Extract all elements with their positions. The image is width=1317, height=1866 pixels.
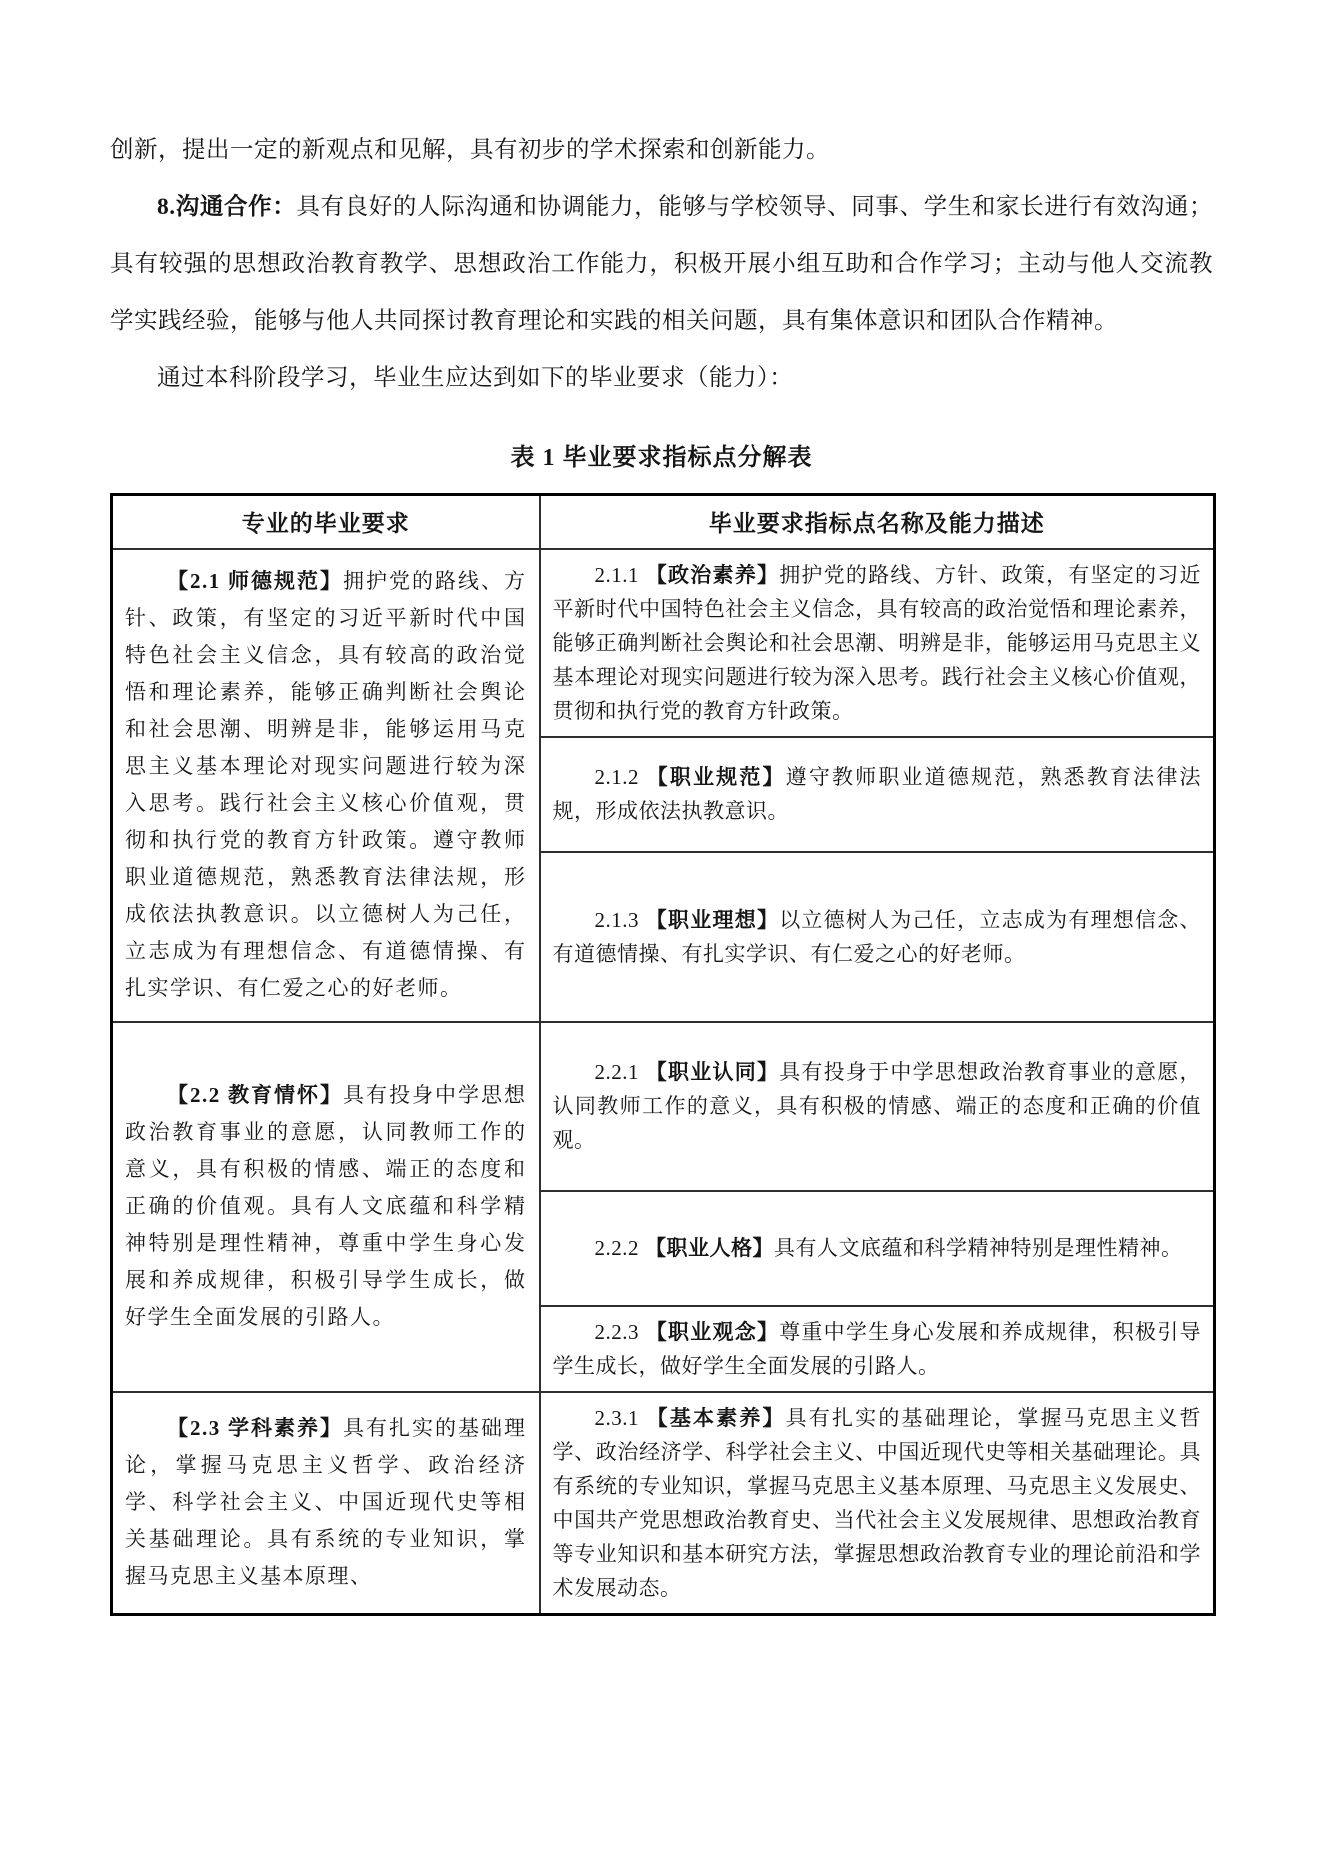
paragraph-communication xyxy=(110,179,1213,350)
table-caption: 表 1 毕业要求指标点分解表 xyxy=(510,445,813,471)
indicator-number: 2.2.2 xyxy=(594,1236,639,1260)
paragraph-intro xyxy=(110,350,1213,407)
requirement-cell-2-2 xyxy=(112,1022,540,1392)
indicator-cell-2-3-1 xyxy=(540,1392,1215,1615)
indicator-label: 【职业理想】 xyxy=(645,907,780,932)
paragraph-creativity-continuation xyxy=(110,122,1213,179)
header-cell-indicator: 毕业要求指标点名称及能力描述 xyxy=(540,495,1215,549)
indicator-paragraph xyxy=(553,1055,1202,1157)
indicator-number: 2.3.1 xyxy=(594,1405,639,1430)
indicator-cell-2-2-2 xyxy=(540,1191,1215,1306)
requirement-cell-2-1 xyxy=(112,549,540,1022)
paragraph-text: 具有良好的人际沟通和协调能力，能够与学校领导、同事、学生和家长进行有效沟通；具有较强的思想政治教育教学、思想政治工作能力，积极开展小组互助和合作学习；主动与他人交流教学实践经验，能够与他人共同探讨教育理论和实践的相关问题，具有集体意识和团队合作精神。 xyxy=(110,194,1213,334)
requirement-text: 具有投身中学思想政治教育事业的意愿，认同教师工作的意义，具有积极的情感、端正的态度和正确的价值观。具有人文底蕴和科学精神特别是理性精神，尊重中学生身心发展和养成规律，积极引导学生成长，做好学生全面发展的引路人。 xyxy=(125,1083,527,1329)
indicator-cell-2-2-1 xyxy=(540,1022,1215,1191)
table-row xyxy=(112,549,1215,737)
indicator-text: 具有扎实的基础理论，掌握马克思主义哲学、政治经济学、科学社会主义、中国近现代史等相关基础理论。具有系统的专业知识，掌握马克思主义基本原理、马克思主义发展史、中国共产党思想政治教育史、当代社会主义发展规律、思想政治教育等专业知识和基本研究方法，掌握思想政治教育专业的理论前沿和学术发展动态。 xyxy=(552,1405,1202,1600)
indicator-paragraph xyxy=(553,558,1202,728)
indicator-number: 2.1.1 xyxy=(594,562,639,587)
requirement-cell-2-3 xyxy=(112,1392,540,1615)
indicator-text: 尊重中学生身心发展和养成规律，积极引导学生成长，做好学生全面发展的引路人。 xyxy=(552,1319,1202,1378)
indicator-number: 2.2.1 xyxy=(594,1060,639,1084)
graduation-requirements-table xyxy=(110,493,1216,1616)
paragraph-text: 创新，提出一定的新观点和见解，具有初步的学术探索和创新能力。 xyxy=(110,137,830,163)
requirement-label: 【2.1 师德规范】 xyxy=(167,569,343,593)
indicator-number: 2.2.3 xyxy=(594,1319,639,1344)
indicator-paragraph xyxy=(553,903,1202,971)
indicator-label: 【职业认同】 xyxy=(645,1060,780,1084)
requirement-label: 【2.3 学科素养】 xyxy=(167,1416,343,1440)
header-cell-requirement: 专业的毕业要求 xyxy=(112,495,540,549)
indicator-text: 以立德树人为己任，立志成为有理想信念、有道德情操、有扎实学识、有仁爱之心的好老师。 xyxy=(552,907,1202,966)
indicator-paragraph xyxy=(553,760,1202,828)
requirement-paragraph xyxy=(125,1077,527,1336)
indicator-text: 具有投身于中学思想政治教育事业的意愿，认同教师工作的意义，具有积极的情感、端正的态度和正确的价值观。 xyxy=(552,1060,1202,1152)
table-row xyxy=(112,1022,1215,1191)
indicator-text: 具有人文底蕴和科学精神特别是理性精神。 xyxy=(774,1236,1183,1260)
indicator-label: 【职业观念】 xyxy=(645,1319,780,1344)
indicator-text: 拥护党的路线、方针、政策，有坚定的习近平新时代中国特色社会主义信念，具有较高的政治觉悟和理论素养，能够正确判断社会舆论和社会思潮、明辨是非，能够运用马克思主义基本理论对现实问题进行较为深入思考。践行社会主义核心价值观，贯彻和执行党的教育方针政策。 xyxy=(552,562,1202,723)
requirement-paragraph xyxy=(125,563,527,1007)
table-row xyxy=(112,1392,1215,1615)
indicator-cell-2-1-2 xyxy=(540,737,1215,852)
indicator-label: 【职业人格】 xyxy=(645,1236,774,1260)
paragraph-text: 通过本科阶段学习，毕业生应达到如下的毕业要求（能力）： xyxy=(157,365,794,391)
requirement-label: 【2.2 教育情怀】 xyxy=(167,1083,343,1107)
indicator-paragraph xyxy=(553,1231,1202,1265)
indicator-number: 2.1.2 xyxy=(594,765,639,789)
paragraph-lead-communication: 8.沟通合作： xyxy=(157,194,297,220)
indicator-label: 【政治素养】 xyxy=(645,562,780,587)
indicator-label: 【职业规范】 xyxy=(645,765,786,789)
requirement-text: 拥护党的路线、方针、政策，有坚定的习近平新时代中国特色社会主义信念，具有较高的政治觉悟和理论素养，能够正确判断社会舆论和社会思潮、明辨是非，能够运用马克思主义基本理论对现实问题进行较为深入思考。践行社会主义核心价值观，贯彻和执行党的教育方针政策。遵守教师职业道德规范，熟悉教育法律法规，形成依法执教意识。以立德树人为己任，立志成为有理想信念、有道德情操、有扎实学识、有仁爱之心的好老师。 xyxy=(125,569,527,1000)
indicator-cell-2-2-3 xyxy=(540,1306,1215,1392)
indicator-text: 遵守教师职业道德规范，熟悉教育法律法规，形成依法执教意识。 xyxy=(552,765,1202,823)
indicator-cell-2-1-1 xyxy=(540,549,1215,737)
requirement-paragraph xyxy=(125,1410,527,1595)
indicator-paragraph xyxy=(553,1315,1202,1383)
requirement-text: 具有扎实的基础理论，掌握马克思主义哲学、政治经济学、科学社会主义、中国近现代史等相关基础理论。具有系统的专业知识，掌握马克思主义基本原理、 xyxy=(125,1416,527,1588)
indicator-cell-2-1-3 xyxy=(540,852,1215,1022)
indicator-paragraph xyxy=(553,1401,1202,1605)
table-header-row xyxy=(112,495,1215,549)
indicator-label: 【基本素养】 xyxy=(645,1405,786,1430)
indicator-number: 2.1.3 xyxy=(594,907,639,932)
